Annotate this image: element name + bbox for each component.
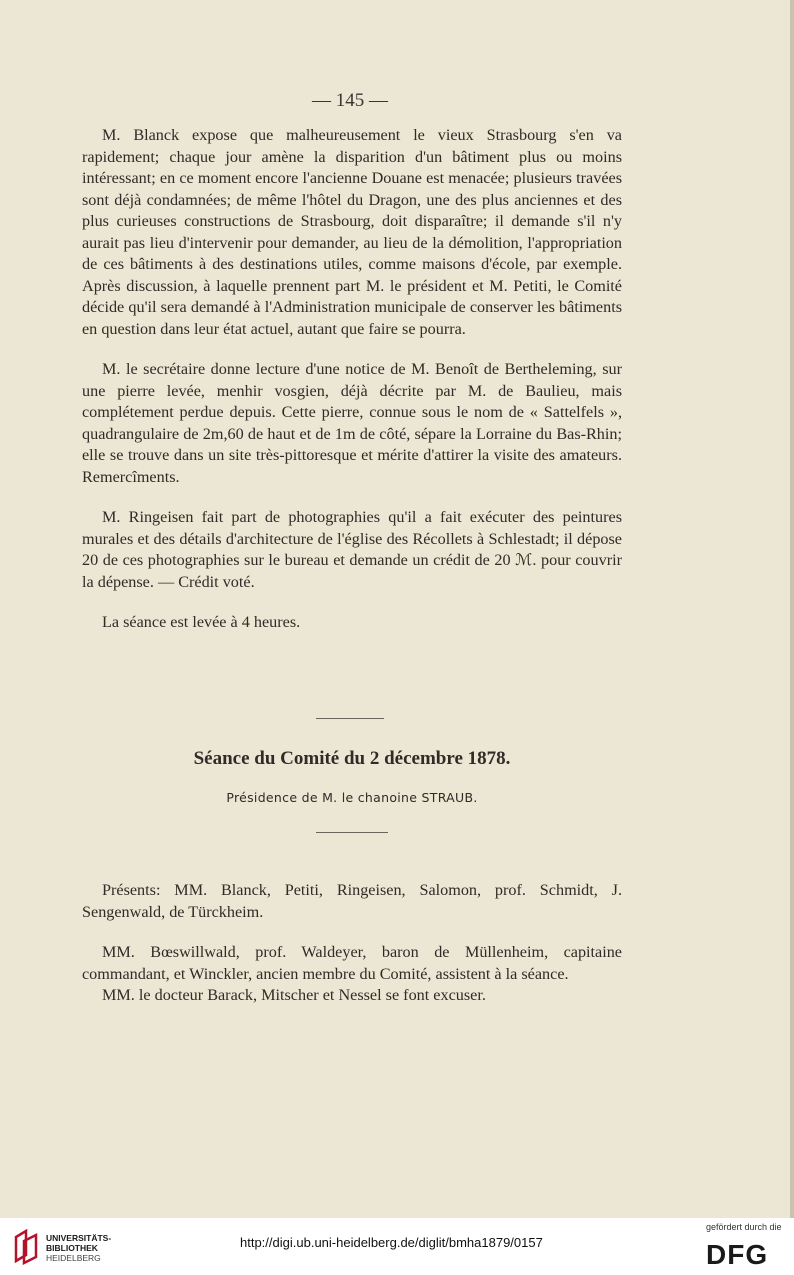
divider-top — [316, 718, 384, 719]
library-name-line2: BIBLIOTHEK — [46, 1243, 98, 1253]
section-title: Séance du Comité du 2 décembre 1878. — [193, 748, 511, 769]
paragraph-presents: Présents: MM. Blanck, Petiti, Ringeisen, Salomon, prof. Schmidt, J. Sengenwald, de Türckheim. — [82, 881, 622, 921]
viewer-footer — [0, 1218, 794, 1275]
divider-bottom — [316, 832, 388, 833]
funder-note: gefördert durch die — [706, 1222, 782, 1232]
paragraph-blanck: M. Blanck expose que malheureusement le vieux Strasbourg s'en va rapidement; chaque jour amène la disparition d'un bâtiment plus ou moins intéressant; en ce moment encore l'ancienne Douane est menacée; plusieurs travées sont déjà condamnées; de même l'hôtel du Dragon, une des plus anciennes et des plus curieuses constructions de Strasbourg, doit disparaître; il demande s'il n'y aurait pas lieu d'intervenir pour demander, au lieu de la démolition, l'appropriation de ces bâtiments à des destinations utiles, comme maisons d'école, par exemple. Après discussion, à laquelle prennent part M. le président et M. Petiti, le Comité décide qu'il sera demandé à l'Administration municipale de conserver les bâtiments en question dans leur état actuel, autant que faire se pourra. — [82, 126, 622, 338]
text-block-bottom — [82, 880, 622, 1007]
paragraph-seance-levee: La séance est levée à 4 heures. — [102, 613, 301, 631]
university-library-logo-icon — [12, 1227, 42, 1265]
text-block-top — [82, 125, 622, 634]
paragraph-excuser: MM. le docteur Barack, Mitscher et Nessel se font excuser. — [102, 986, 486, 1004]
paragraph-ringeisen: M. Ringeisen fait part de photographies qu'il a fait exécuter des peintures murales et des détails d'architecture de l'église des Récollets à Schlestadt; il dépose 20 de ces photographies sur le bureau et demande un crédit de 20 ℳ. pour couvrir la dépense. — Crédit voté. — [82, 508, 622, 591]
paragraph-assistent: MM. Bœswillwald, prof. Waldeyer, baron de Müllenheim, capitaine commandant, et Winckler, ancien membre du Comité, assistent à la séance. — [82, 943, 622, 983]
page-number: — 145 — — [312, 90, 388, 111]
paragraph-secretaire: M. le secrétaire donne lecture d'une notice de M. Benoît de Bertheleming, sur une pierre levée, menhir vosgien, déjà décrite par M. de Baulieu, mais complétement perdue depuis. Cette pierre, connue sous le nom de « Sattelfels », quadrangulaire de 2m,60 de haut et de 1m de côté, sépare la Lorraine du Bas-Rhin; elle se trouve dans un site très-pittoresque et mérite d'attirer la visite des amateurs. Remercîments. — [82, 360, 622, 486]
dfg-logo[interactable]: DFG — [706, 1239, 769, 1270]
library-name-line3: HEIDELBERG — [46, 1253, 101, 1263]
library-name[interactable] — [46, 1233, 111, 1263]
permalink-url[interactable]: http://digi.ub.uni-heidelberg.de/diglit/bmha1879/0157 — [240, 1235, 543, 1250]
library-name-line1: UNIVERSITÄTS- — [46, 1233, 112, 1243]
section-subtitle: Présidence de M. le chanoine STRAUB. — [226, 790, 478, 805]
